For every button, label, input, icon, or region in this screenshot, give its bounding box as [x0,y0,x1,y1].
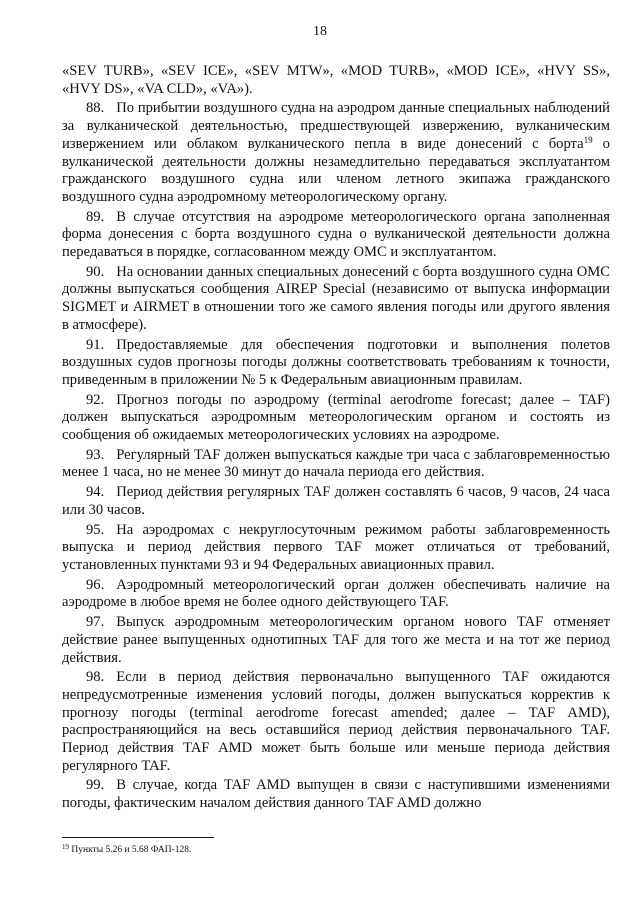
paragraph-91 [62,337,610,390]
paragraph-number: 94. [86,484,105,501]
paragraph-number: 92. [86,391,105,408]
footnote [62,845,191,855]
paragraph-94 [62,484,610,519]
paragraph-text: «SEV TURB», «SEV ICE», «SEV MTW», «MOD TURB», «MOD ICE», «HVY SS», «HVY DS», «VA CLD», «VA»). [62,63,610,97]
paragraph-text: Если в период действия первоначально выпущенного TAF ожидаются непредусмотренные изменения условий погоды, должен выпускаться корректив к прогнозу погоды (terminal aerodrome forecast amended; далее – TAF AMD), распространяющийся на весь оставшийся период действия первоначального TAF. Период действия TAF AMD может быть больше или меньше периода действия регулярного TAF. [62,669,610,774]
paragraph-89 [62,209,610,262]
page-number: 18 [313,24,327,39]
footnote-reference: 19 [583,134,593,145]
paragraph-text: Прогноз погоды по аэродрому (terminal aerodrome forecast; далее – TAF) должен выпускаться аэродромным метеорологическим органом и состоять из сообщения об ожидаемых метеорологических условиях на аэродроме. [62,391,610,444]
paragraph-90 [62,264,610,335]
paragraph-text: Предоставляемые для обеспечения подготовки и выполнения полетов воздушных судов прогнозы погоды должны соответствовать требованиям к точности, приведенным в приложении № 5 к Федеральным авиационным правилам. [62,336,610,388]
paragraph-number: 89. [86,208,105,225]
paragraph-text: Выпуск аэродромным метеорологическим органом нового TAF отменяет действие ранее выпущенных однотипных TAF для того же места и на тот же период действия. [62,614,610,666]
paragraph-number: 98. [86,669,105,686]
paragraph-88 [62,100,610,206]
paragraph-number: 93. [86,446,105,463]
paragraph-number: 88. [86,100,105,117]
paragraph-text: На аэродромах с некруглосуточным режимом работы заблаговременность выпуска и период действия первого TAF может отличаться от требований, установленных пунктами 93 и 94 Федеральных авиационных правил. [62,521,610,573]
paragraph-continuation [62,63,610,98]
paragraph-92 [62,392,610,445]
paragraph-number: 90. [86,263,105,280]
paragraph-text: В случае отсутствия на аэродроме метеорологического органа заполненная форма донесения с борта воздушного судна о вулканической деятельности должна передаваться в порядке, согласованном между ОМС и эксплуатантом. [62,208,610,261]
paragraph-97 [62,614,610,667]
paragraph-text: Период действия регулярных TAF должен составлять 6 часов, 9 часов, 24 часа или 30 часов. [62,484,610,518]
footnote-text: Пункты 5.26 и 5.68 ФАП-128. [69,845,192,855]
paragraph-text: В случае, когда TAF AMD выпущен в связи с наступившими изменениями погоды, фактическим началом действия данного TAF AMD должно [62,777,610,812]
paragraph-99 [62,777,610,812]
paragraph-number: 99. [86,777,105,794]
paragraph-text: На основании данных специальных донесений с борта воздушного судна ОМС должны выпускаться сообщения AIREP Special (независимо от выпуска информации SIGMET и AIRMET в отношении того же самого явления погоды или другого явления в атмосфере). [62,263,610,333]
paragraph-number: 96. [86,576,105,593]
paragraph-93 [62,447,610,482]
paragraph-text-continued: о вулканической деятельности должны незамедлительно передаваться эксплуатантом гражданского воздушного судна или членом летного экипажа гражданского воздушного судна аэродромному метеорологическому органу. [62,135,610,205]
paragraph-number: 97. [86,614,105,631]
paragraph-96 [62,577,610,612]
paragraph-text: По прибытии воздушного судна на аэродром данные специальных наблюдений за вулканической деятельностью, предшествующей извержению, вулканическим извержением или облаком вулканического пепла в виде донесений с борта [62,100,610,152]
footnote-divider [62,837,214,838]
paragraph-number: 95. [86,521,105,538]
paragraph-text: Регулярный TAF должен выпускаться каждые три часа с заблаговременностью менее 1 часа, но не менее 30 минут до начала периода его действия. [62,446,610,481]
paragraph-95 [62,522,610,575]
paragraph-text: Аэродромный метеорологический орган должен обеспечивать наличие на аэродроме в любое время не более одного действующего TAF. [62,576,610,611]
footnote-marker: 19 [62,843,69,851]
paragraph-98 [62,669,610,775]
paragraph-number: 91. [86,336,105,353]
body-text [62,63,610,815]
